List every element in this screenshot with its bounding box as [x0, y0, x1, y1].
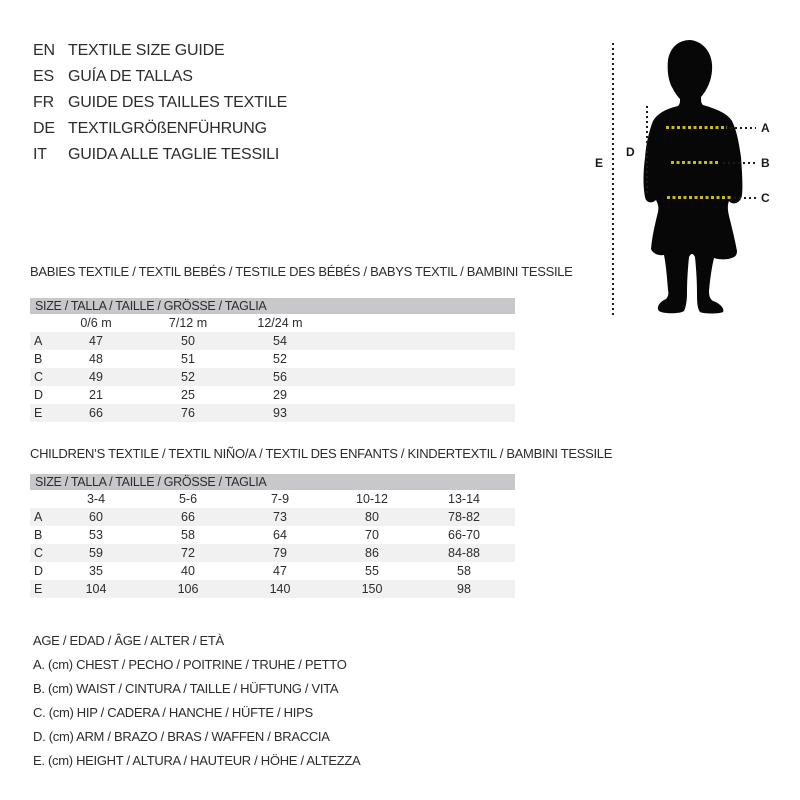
cell: 79: [273, 546, 287, 560]
column-header: 0/6 m: [80, 316, 112, 330]
hip-dash-line: [667, 196, 731, 199]
language-code: FR: [33, 94, 54, 111]
cell: 84-88: [448, 546, 480, 560]
cell: 52: [273, 352, 287, 366]
language-row: [33, 142, 287, 168]
child-silhouette-icon: [595, 20, 800, 330]
legend-item-height: E. (cm) HEIGHT / ALTURA / HAUTEUR / HÖHE / ALTEZZA: [33, 753, 361, 768]
language-title: GUIDA ALLE TAGLIE TESSILI: [68, 146, 280, 163]
figure-label-c: C: [761, 191, 770, 205]
cell: 52: [181, 370, 195, 384]
cell: 86: [365, 546, 379, 560]
figure-label-a: A: [761, 121, 770, 135]
figure-label-d: D: [626, 145, 635, 159]
row-label: D: [34, 388, 44, 402]
cell: 66-70: [448, 528, 480, 542]
language-row: [33, 90, 287, 116]
table-row: [30, 368, 515, 386]
legend-item-waist: B. (cm) WAIST / CINTURA / TAILLE / HÜFTUNG / VITA: [33, 681, 339, 696]
cell: 35: [89, 564, 103, 578]
size-header-bar: SIZE / TALLA / TAILLE / GRÖSSE / TAGLIA: [30, 298, 515, 314]
language-title: TEXTILE SIZE GUIDE: [68, 42, 225, 59]
table-row: [30, 544, 515, 562]
cell: 66: [89, 406, 103, 420]
cell: 49: [89, 370, 103, 384]
size-header-bar: SIZE / TALLA / TAILLE / GRÖSSE / TAGLIA: [30, 474, 515, 490]
cell: 50: [181, 334, 195, 348]
legend-item-hip: C. (cm) HIP / CADERA / HANCHE / HÜFTE / HIPS: [33, 705, 313, 720]
cell: 106: [177, 582, 199, 596]
column-header: 3-4: [86, 492, 106, 506]
table-row: [30, 562, 515, 580]
column-header-row: [30, 314, 515, 332]
language-code: EN: [33, 42, 55, 59]
cell: 40: [181, 564, 195, 578]
cell: 21: [89, 388, 103, 402]
row-label: A: [34, 510, 43, 524]
cell: 58: [457, 564, 471, 578]
legend-item-chest: A. (cm) CHEST / PECHO / POITRINE / TRUHE / PETTO: [33, 657, 347, 672]
cell: 150: [361, 582, 383, 596]
table-row: [30, 580, 515, 598]
cell: 104: [85, 582, 107, 596]
height-measure-line: [612, 43, 614, 318]
babies-section-title: BABIES TEXTILE / TEXTIL BEBÉS / TESTILE DES BÉBÉS / BABYS TEXTIL / BAMBINI TESSILE: [30, 264, 573, 279]
cell: 64: [273, 528, 287, 542]
language-row: [33, 38, 287, 64]
language-code: DE: [33, 120, 55, 137]
waist-dash-line: [671, 161, 719, 164]
cell: 48: [89, 352, 103, 366]
figure-label-b: B: [761, 156, 770, 170]
table-row: [30, 508, 515, 526]
arm-measure-line: [646, 106, 648, 195]
cell: 59: [89, 546, 103, 560]
cell: 66: [181, 510, 195, 524]
language-row: [33, 116, 287, 142]
row-label: A: [34, 334, 43, 348]
measurement-figure: [595, 20, 800, 330]
cell: 53: [89, 528, 103, 542]
row-label: E: [34, 406, 43, 420]
cell: 70: [365, 528, 379, 542]
language-list: [33, 38, 287, 168]
table-row: [30, 350, 515, 368]
column-header: 12/24 m: [257, 316, 303, 330]
cell: 72: [181, 546, 195, 560]
cell: 29: [273, 388, 287, 402]
table-row: [30, 332, 515, 350]
cell: 98: [457, 582, 471, 596]
cell: 25: [181, 388, 195, 402]
chest-dash-line: [666, 126, 727, 129]
figure-label-e: E: [595, 156, 604, 170]
cell: 54: [273, 334, 287, 348]
hip-leader-line: [734, 197, 756, 199]
column-header: 7/12 m: [168, 316, 208, 330]
cell: 60: [89, 510, 103, 524]
cell: 55: [365, 564, 379, 578]
row-label: B: [34, 352, 43, 366]
table-row: [30, 526, 515, 544]
column-header: 10-12: [356, 492, 388, 506]
row-label: B: [34, 528, 43, 542]
cell: 76: [181, 406, 195, 420]
row-label: E: [34, 582, 43, 596]
language-code: ES: [33, 68, 54, 85]
cell: 58: [181, 528, 195, 542]
cell: 140: [269, 582, 291, 596]
table-row: [30, 386, 515, 404]
cell: 80: [365, 510, 379, 524]
language-title: GUÍA DE TALLAS: [68, 68, 193, 85]
legend-item-arm: D. (cm) ARM / BRAZO / BRAS / WAFFEN / BRACCIA: [33, 729, 330, 744]
legend-age-line: AGE / EDAD / ÂGE / ALTER / ETÀ: [33, 633, 224, 648]
children-size-table: [30, 474, 515, 598]
measurement-legend: [33, 629, 360, 773]
column-header: 5-6: [178, 492, 198, 506]
language-title: TEXTILGRÖßENFÜHRUNG: [68, 120, 267, 137]
table-row: [30, 404, 515, 422]
chest-leader-line: [730, 127, 756, 129]
children-section-title: CHILDREN’S TEXTILE / TEXTIL NIÑO/A / TEXTIL DES ENFANTS / KINDERTEXTIL / BAMBINI TESSILE: [30, 446, 613, 461]
language-code: IT: [33, 146, 47, 163]
column-header: 7-9: [270, 492, 290, 506]
cell: 51: [181, 352, 195, 366]
row-label: C: [34, 546, 44, 560]
cell: 73: [273, 510, 287, 524]
language-title: GUIDE DES TAILLES TEXTILE: [68, 94, 288, 111]
row-label: D: [34, 564, 44, 578]
cell: 93: [273, 406, 287, 420]
column-header: 13-14: [448, 492, 480, 506]
row-label: C: [34, 370, 44, 384]
babies-size-table: [30, 298, 515, 422]
language-row: [33, 64, 287, 90]
cell: 56: [273, 370, 287, 384]
cell: 47: [89, 334, 103, 348]
cell: 47: [273, 564, 287, 578]
waist-leader-line: [723, 162, 756, 164]
column-header-row: [30, 490, 515, 508]
cell: 78-82: [448, 510, 480, 524]
